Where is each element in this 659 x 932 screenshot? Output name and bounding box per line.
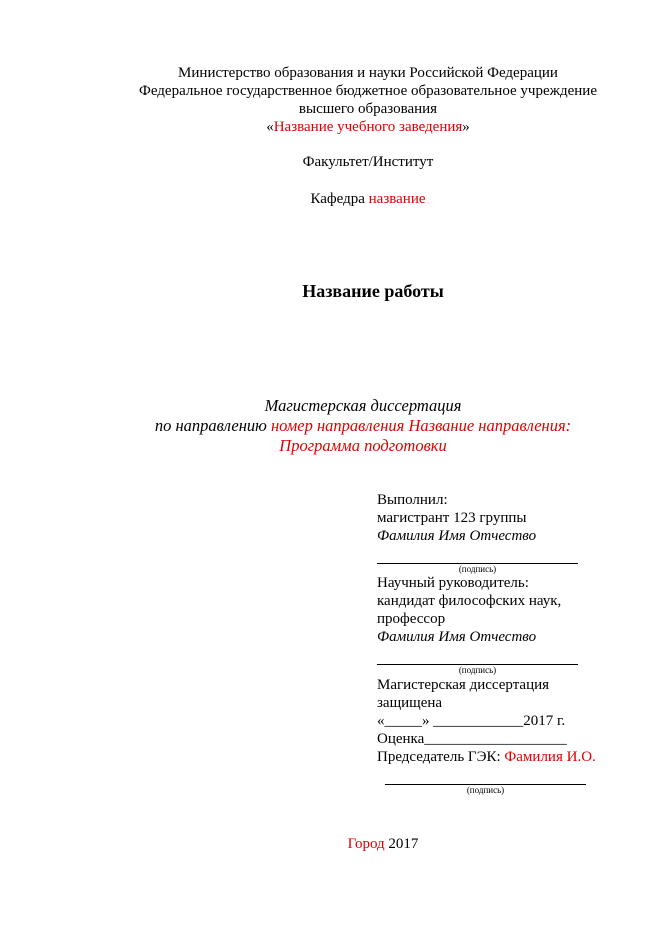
department bbox=[110, 190, 626, 208]
defense-grade: Оценка___________________ bbox=[377, 731, 567, 747]
supervisor-label: Научный руководитель: bbox=[377, 575, 529, 591]
defense-chair bbox=[377, 748, 617, 766]
chair-prefix: Председатель ГЭК: bbox=[377, 749, 505, 765]
author-name: Фамилия Имя Отчество bbox=[377, 528, 537, 544]
chair-name: Фамилия И.О. bbox=[504, 749, 596, 765]
defense-date: «_____» ____________2017 г. bbox=[377, 713, 566, 729]
city: Город bbox=[347, 836, 385, 852]
supervisor-signature-caption: (подпись) bbox=[458, 665, 497, 675]
department-name: название bbox=[368, 191, 426, 207]
thesis-type: Магистерская диссертация bbox=[264, 396, 462, 415]
author-role: магистрант 123 группы bbox=[377, 510, 527, 526]
work-title: Название работы bbox=[302, 281, 444, 301]
quote-open: « bbox=[266, 119, 274, 135]
defense-line1: Магистерская диссертация bbox=[377, 677, 550, 693]
direction-prefix: по направлению bbox=[154, 416, 271, 435]
thesis-direction bbox=[90, 416, 636, 436]
defense-line2: защищена bbox=[377, 695, 443, 711]
thesis-program: Программа подготовки bbox=[279, 436, 447, 455]
supervisor-name: Фамилия Имя Отчество bbox=[377, 629, 537, 645]
thesis-description bbox=[90, 396, 636, 456]
city-year bbox=[110, 836, 656, 853]
ministry-line: Министерство образования и науки Российской Федерации bbox=[178, 65, 558, 81]
author-label: Выполнил: bbox=[377, 492, 448, 508]
institution-type-line: Федеральное государственное бюджетное образовательное учреждение bbox=[138, 83, 597, 99]
author-signature-caption: (подпись) bbox=[458, 564, 497, 574]
supervisor-degree: кандидат философских наук, bbox=[377, 593, 562, 609]
direction-number-name: номер направления Название направления: bbox=[270, 416, 572, 435]
education-level-line: высшего образования bbox=[298, 101, 438, 117]
chair-signature-caption: (подпись) bbox=[466, 785, 505, 795]
author-block bbox=[377, 491, 617, 575]
institution-name-line bbox=[110, 118, 626, 136]
institution-header bbox=[110, 64, 626, 136]
quote-close: » bbox=[462, 119, 470, 135]
year: 2017 bbox=[384, 836, 419, 852]
faculty: Факультет/Институт bbox=[302, 154, 434, 170]
supervisor-position: профессор bbox=[377, 611, 446, 627]
defense-block bbox=[377, 676, 617, 796]
department-prefix: Кафедра bbox=[310, 191, 369, 207]
institution-name: Название учебного заведения bbox=[273, 119, 463, 135]
supervisor-block bbox=[377, 574, 617, 676]
